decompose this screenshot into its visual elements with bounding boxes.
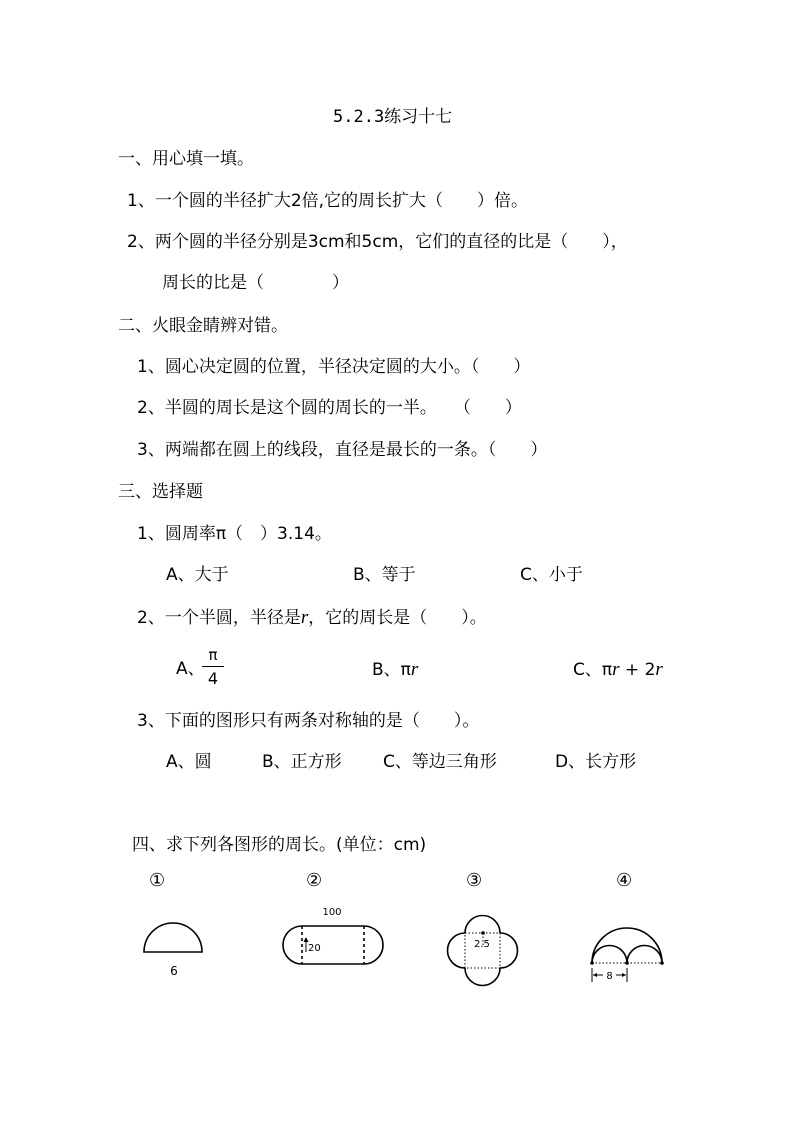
section1-question-1: 1、一个圆的半径扩大2倍,它的周长扩大（ ）倍。 bbox=[127, 191, 529, 211]
section3-q1-option-b: B、等于 bbox=[353, 565, 416, 585]
left-semicircle bbox=[448, 933, 466, 968]
bottom-semicircle bbox=[465, 968, 500, 985]
section3-q1-option-c: C、小于 bbox=[520, 565, 583, 585]
option-c-middle: + 2 bbox=[619, 660, 656, 680]
stadium-outline bbox=[283, 926, 383, 964]
section1-heading: 一、用心填一填。 bbox=[118, 149, 254, 169]
semicircle-arc bbox=[144, 923, 202, 952]
fraction-denominator: 4 bbox=[207, 669, 219, 688]
figure-4-dot-middle bbox=[625, 961, 629, 965]
section4-heading: 四、求下列各图形的周长。(单位：cm) bbox=[132, 835, 427, 855]
figure-1-semicircle bbox=[140, 915, 206, 978]
figure-4-dot-left bbox=[590, 961, 594, 965]
section3-q3-option-d: D、长方形 bbox=[555, 752, 637, 772]
option-b-variable: r bbox=[410, 659, 419, 680]
section3-q3-option-b: B、正方形 bbox=[262, 752, 342, 772]
figure-4-arrowhead-left bbox=[593, 973, 597, 977]
q2-stem-suffix: ，它的周长是（ ）。 bbox=[308, 608, 487, 628]
page-title: 5.2.3练习十七 bbox=[333, 107, 453, 127]
section2-item-2: 2、半圆的周长是这个圆的周长的一半。 （ ） bbox=[137, 398, 522, 418]
figure-2-width-label: 20 bbox=[308, 943, 321, 954]
section2-heading: 二、火眼金睛辨对错。 bbox=[118, 316, 288, 336]
q2-stem-prefix: 2、一个半圆，半径是 bbox=[137, 608, 301, 628]
figure-1-diameter-label: 6 bbox=[170, 964, 178, 978]
section2-item-1: 1、圆心决定圆的位置，半径决定圆的大小。（ ） bbox=[137, 357, 531, 377]
small-semicircle-right bbox=[627, 946, 662, 964]
figure-4-dot-right bbox=[660, 961, 664, 965]
option-b-prefix: B、π bbox=[372, 660, 411, 680]
figure-3-flower-shape bbox=[447, 900, 521, 1000]
section3-heading: 三、选择题 bbox=[118, 482, 203, 502]
figure-2-length-label: 100 bbox=[322, 907, 342, 918]
fraction-numerator: π bbox=[202, 648, 224, 667]
section3-q2-option-a-prefix: A、 bbox=[176, 659, 205, 679]
option-c-variable-1: r bbox=[612, 659, 620, 680]
section3-q3-option-a: A、圆 bbox=[166, 752, 212, 772]
section3-q3-option-c: C、等边三角形 bbox=[383, 752, 497, 772]
section1-question-2-line1: 2、两个圆的半径分别是3cm和5cm，它们的直径的比是（ ）， bbox=[127, 232, 628, 252]
right-semicircle bbox=[500, 933, 518, 968]
stadium-width-arrowhead bbox=[304, 937, 309, 942]
option-c-prefix: C、π bbox=[573, 660, 613, 680]
top-semicircle bbox=[465, 916, 500, 933]
figure-3-label: 2.5 bbox=[474, 939, 490, 950]
figure-3-center-dot bbox=[481, 931, 485, 935]
figure-2-number: ② bbox=[306, 870, 323, 891]
section3-q1-option-a: A、大于 bbox=[166, 565, 229, 585]
figure-4-number: ④ bbox=[616, 870, 633, 891]
figure-1-number: ① bbox=[149, 870, 166, 891]
q2-stem-variable: r bbox=[300, 607, 309, 628]
section3-q2-stem bbox=[137, 608, 487, 627]
section3-q1-stem: 1、圆周率π（ ）3.14。 bbox=[137, 524, 332, 544]
figure-4-arches bbox=[585, 912, 671, 984]
section3-q2-option-c bbox=[573, 660, 663, 679]
section2-item-3: 3、两端都在圆上的线段，直径是最长的一条。（ ） bbox=[137, 440, 548, 460]
section1-question-2-line2: 周长的比是（ ） bbox=[162, 273, 349, 293]
option-c-variable-2: r bbox=[655, 659, 663, 680]
section3-q3-stem: 3、下面的图形只有两条对称轴的是（ ）。 bbox=[137, 711, 480, 731]
figure-3-number: ③ bbox=[466, 870, 483, 891]
figure-2-stadium bbox=[275, 903, 393, 969]
section3-q2-option-a-fraction bbox=[202, 648, 224, 687]
figure-4-arrowhead-right bbox=[622, 973, 626, 977]
figure-4-label: 8 bbox=[606, 971, 613, 982]
small-semicircle-left bbox=[592, 946, 627, 964]
section3-q2-option-b bbox=[372, 660, 418, 679]
